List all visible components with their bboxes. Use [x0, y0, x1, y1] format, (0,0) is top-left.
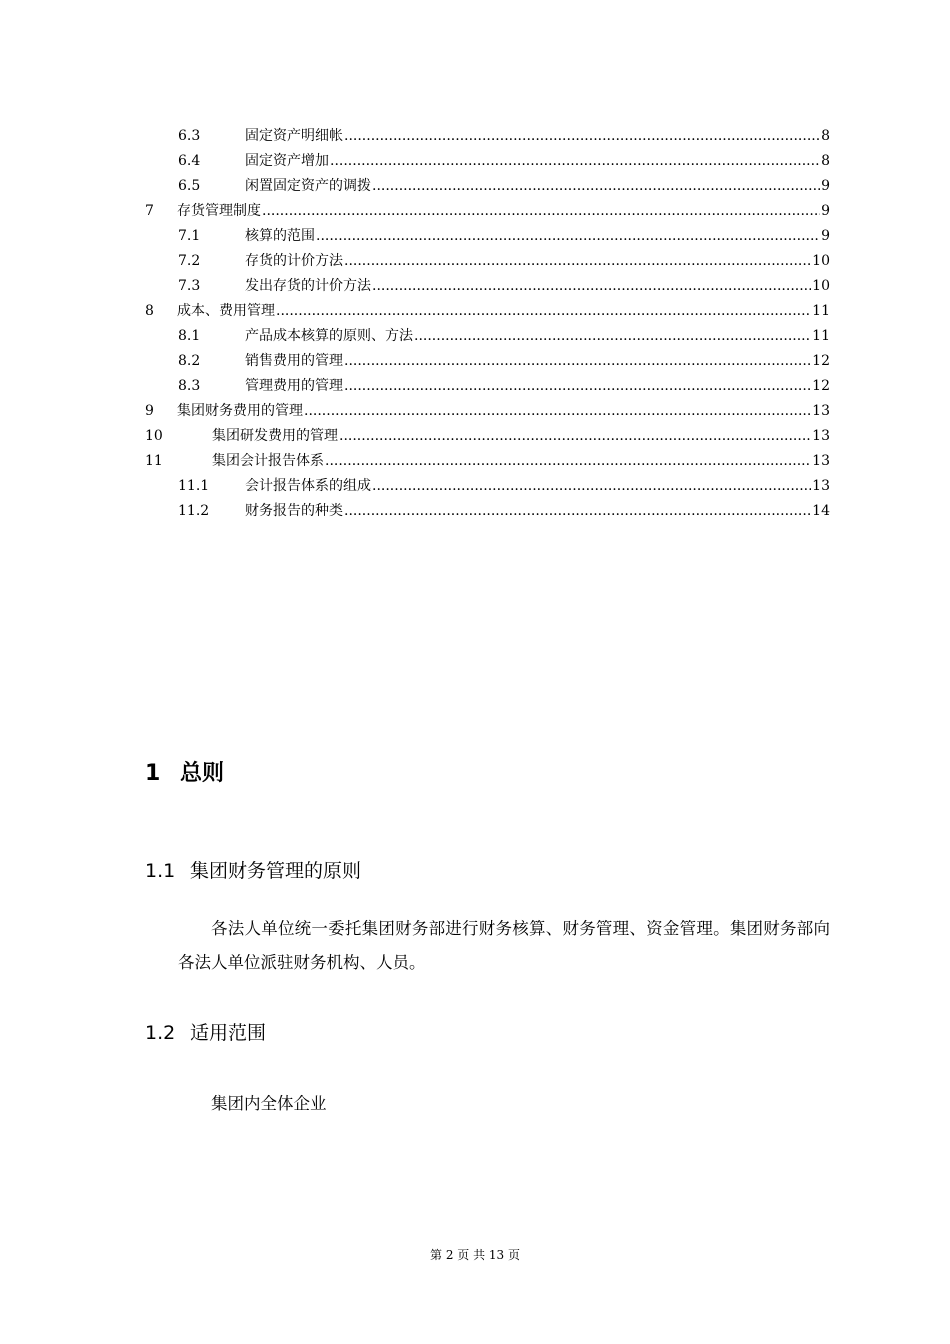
toc-page: 8 — [821, 128, 830, 144]
toc-leader — [372, 174, 820, 198]
toc-number: 8.2 — [178, 353, 201, 369]
toc-page: 13 — [812, 453, 830, 469]
section-heading-1 — [145, 758, 224, 790]
toc-title: 成本、费用管理 — [177, 303, 275, 319]
section-number: 1.2 — [145, 1022, 176, 1044]
toc-title: 管理费用的管理 — [245, 378, 343, 394]
section-number: 1 — [145, 761, 161, 786]
section-title: 集团财务管理的原则 — [190, 860, 362, 882]
toc-page: 11 — [812, 303, 830, 319]
toc-entry[interactable] — [145, 399, 830, 423]
toc-title: 产品成本核算的原则、方法 — [245, 328, 413, 344]
toc-title: 核算的范围 — [245, 228, 315, 244]
toc-page: 12 — [812, 378, 830, 394]
toc-title: 集团财务费用的管理 — [177, 403, 303, 419]
toc-leader — [316, 224, 820, 248]
toc-number: 9 — [145, 403, 154, 419]
toc-title: 存货管理制度 — [177, 203, 261, 219]
toc-title: 集团会计报告体系 — [212, 453, 324, 469]
toc-entry[interactable] — [145, 424, 830, 448]
toc-title: 存货的计价方法 — [245, 253, 343, 269]
toc-entry[interactable] — [178, 249, 830, 273]
toc-number: 7.2 — [178, 253, 201, 269]
toc-entry[interactable] — [178, 374, 830, 398]
toc-leader — [344, 124, 820, 148]
toc-page: 14 — [812, 503, 830, 519]
toc-entry[interactable] — [178, 124, 830, 148]
toc-leader — [330, 149, 820, 173]
toc-entry[interactable] — [178, 274, 830, 298]
toc-title: 会计报告体系的组成 — [245, 478, 371, 494]
toc-title: 固定资产明细帐 — [245, 128, 343, 144]
toc-entry[interactable] — [178, 499, 830, 523]
toc-entry[interactable] — [145, 299, 830, 323]
toc-page: 9 — [821, 178, 830, 194]
toc-leader — [344, 374, 811, 398]
toc-title: 集团研发费用的管理 — [212, 428, 338, 444]
toc-page: 9 — [821, 203, 830, 219]
section-1-2-body: 集团内全体企业 — [211, 1094, 327, 1113]
toc-number: 11.2 — [178, 503, 210, 519]
toc-entry[interactable] — [178, 224, 830, 248]
toc-leader — [262, 199, 820, 223]
toc-title: 闲置固定资产的调拨 — [245, 178, 371, 194]
toc-entry[interactable] — [178, 149, 830, 173]
toc-page: 10 — [812, 278, 830, 294]
toc-entry[interactable] — [145, 199, 830, 223]
toc-title: 销售费用的管理 — [245, 353, 343, 369]
toc-title: 固定资产增加 — [245, 153, 329, 169]
section-heading-1-1 — [145, 857, 361, 885]
toc-number: 11.1 — [178, 478, 210, 494]
toc-number: 6.4 — [178, 153, 201, 169]
toc-page: 13 — [812, 478, 830, 494]
section-heading-1-2 — [145, 1019, 266, 1047]
section-title: 总则 — [180, 761, 225, 786]
toc-leader — [372, 474, 811, 498]
toc-leader — [325, 449, 811, 473]
toc-leader — [344, 499, 811, 523]
toc-number: 8 — [145, 303, 154, 319]
toc-page: 12 — [812, 353, 830, 369]
toc-leader — [304, 399, 811, 423]
toc-leader — [414, 324, 811, 348]
toc-number: 7.3 — [178, 278, 201, 294]
toc-number: 8.1 — [178, 328, 201, 344]
toc-title: 财务报告的种类 — [245, 503, 343, 519]
toc-leader — [276, 299, 811, 323]
toc-page: 11 — [812, 328, 830, 344]
toc-page: 8 — [821, 153, 830, 169]
toc-number: 7 — [145, 203, 154, 219]
toc-entry[interactable] — [178, 324, 830, 348]
page-footer: 第 2 页 共 13 页 — [430, 1248, 520, 1262]
toc-entry[interactable] — [178, 349, 830, 373]
toc-leader — [344, 349, 811, 373]
toc-number: 7.1 — [178, 228, 201, 244]
toc-page: 13 — [812, 403, 830, 419]
section-1-1-body: 各法人单位统一委托集团财务部进行财务核算、财务管理、资金管理。集团财务部向各法人单位派驻财务机构、人员。 — [178, 919, 830, 972]
toc-number: 10 — [145, 428, 163, 444]
toc-number: 8.3 — [178, 378, 201, 394]
toc-leader — [339, 424, 811, 448]
toc-title: 发出存货的计价方法 — [245, 278, 371, 294]
toc-entry[interactable] — [145, 449, 830, 473]
section-number: 1.1 — [145, 860, 176, 882]
toc-entry[interactable] — [178, 174, 830, 198]
section-title: 适用范围 — [190, 1022, 267, 1044]
toc-number: 6.5 — [178, 178, 201, 194]
toc-leader — [372, 274, 811, 298]
toc-page: 13 — [812, 428, 830, 444]
toc-page: 9 — [821, 228, 830, 244]
toc-page: 10 — [812, 253, 830, 269]
toc-entry[interactable] — [178, 474, 830, 498]
toc-leader — [344, 249, 811, 273]
toc-number: 11 — [145, 453, 163, 469]
toc-number: 6.3 — [178, 128, 201, 144]
